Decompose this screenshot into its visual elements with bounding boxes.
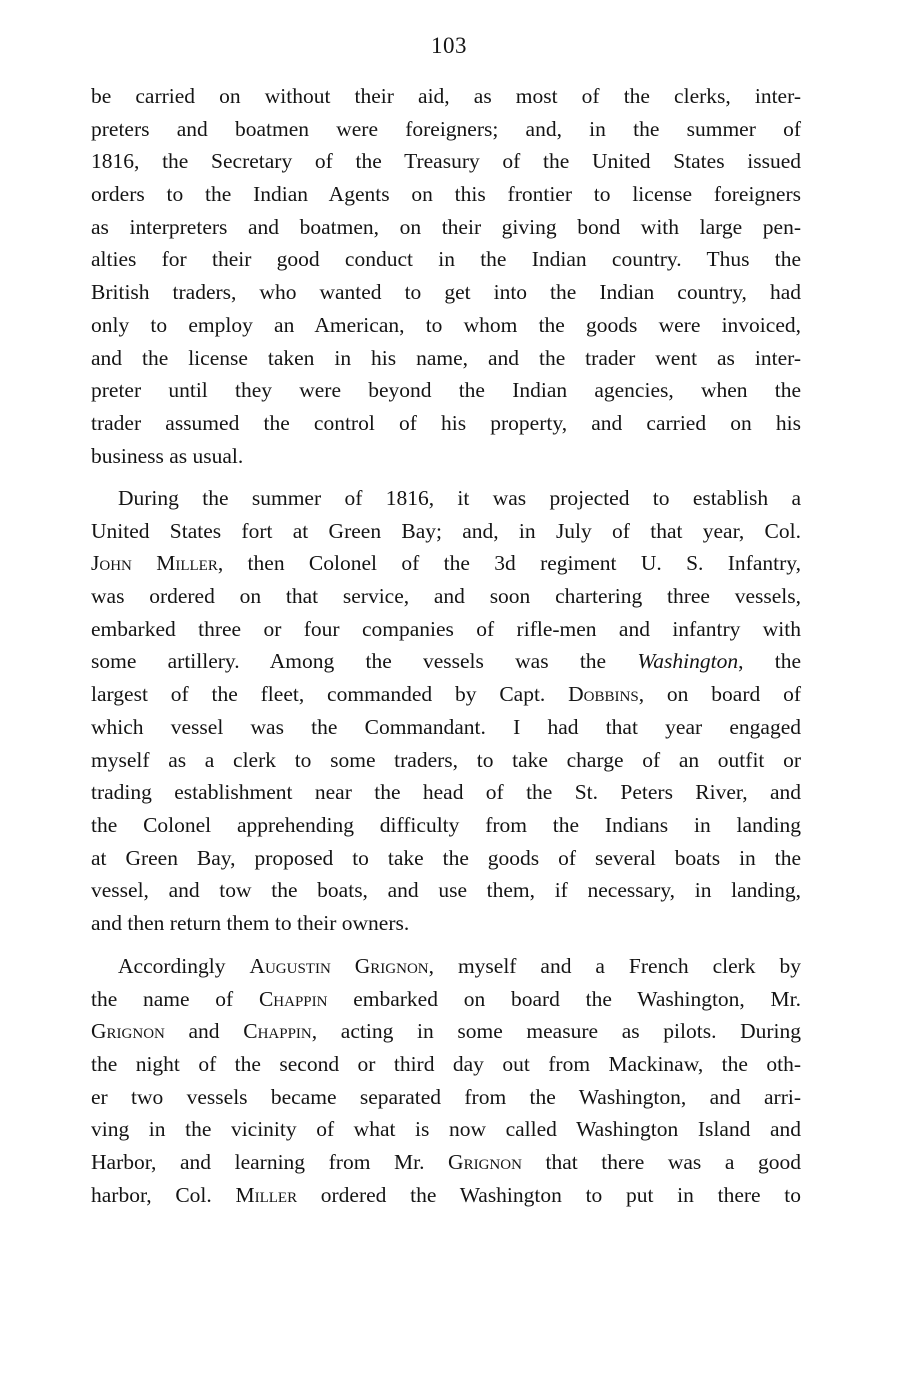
person-name: Augustin Grignon (249, 954, 429, 978)
text-line (91, 1179, 801, 1212)
person-name: Grignon (448, 1150, 522, 1175)
person-name: Grignon (91, 1019, 165, 1044)
text-line (91, 1015, 801, 1048)
text-run: largest of the fleet, commanded by Capt. (91, 682, 569, 707)
person-name: Dobbins (568, 682, 639, 707)
text-run: and (164, 1019, 244, 1044)
page-number: 103 (431, 33, 467, 58)
text-line: ving in the vicinity of what is now called Washington Island and (91, 1117, 801, 1142)
text-line (91, 678, 801, 711)
text-line (91, 547, 801, 580)
text-line: myself as a clerk to some traders, to take charge of an outfit or (91, 747, 801, 772)
text-line: be carried on without their aid, as most of the clerks, inter- (91, 84, 801, 108)
text-run: , acting in some measure as pilots. During (311, 1019, 802, 1044)
text-line: and then return them to their owners. (91, 910, 410, 935)
ship-name: Washington (637, 649, 739, 674)
text-line: 1816, the Secretary of the Treasury of the United States issued (91, 149, 801, 174)
text-line: and the license taken in his name, and the trader went as inter- (91, 345, 801, 370)
text-run: the name of (91, 986, 259, 1011)
text-run: embarked on board the Washington, Mr. (327, 986, 801, 1011)
text-line (91, 950, 801, 983)
text-run: that there was a good (521, 1150, 801, 1175)
text-line: the Colonel apprehending difficulty from the Indians in landing (91, 812, 801, 837)
text-line: was ordered on that service, and soon chartering three vessels, (91, 584, 801, 609)
text-run: ordered the Washington to put in there to (297, 1182, 801, 1207)
text-line: British traders, who wanted to get into the Indian country, had (91, 280, 801, 305)
text-line: at Green Bay, proposed to take the goods of several boats in the (91, 845, 801, 870)
text-run: Accordingly (118, 954, 250, 978)
person-name: Miller (235, 1182, 298, 1207)
text-line: orders to the Indian Agents on this frontier to license foreigners (91, 182, 801, 207)
text-run: , myself and a French clerk by (428, 954, 801, 978)
text-line: as interpreters and boatmen, on their giving bond with large pen- (91, 214, 801, 239)
text-line: During the summer of 1816, it was projected to establish a (118, 486, 801, 510)
text-line: trader assumed the control of his property, and carried on his (91, 410, 801, 435)
text-run: , on board of (638, 682, 801, 707)
person-name: Chappin (243, 1019, 312, 1044)
text-run: Harbor, and learning from Mr. (91, 1150, 449, 1175)
text-line: the night of the second or third day out from Mackinaw, the oth- (91, 1052, 801, 1077)
person-name: Chappin (258, 986, 328, 1011)
text-line: only to employ an American, to whom the goods were invoiced, (91, 312, 801, 337)
text-line: embarked three or four companies of rifle-men and infantry with (91, 616, 801, 641)
text-line: United States fort at Green Bay; and, in July of that year, Col. (91, 518, 801, 543)
text-line: which vessel was the Commandant. I had that year engaged (91, 714, 801, 739)
paragraph-2 (91, 482, 801, 940)
text-line (91, 1146, 801, 1179)
text-line: business as usual. (91, 443, 244, 468)
text-line: vessel, and tow the boats, and use them, if necessary, in landing, (91, 878, 801, 903)
person-name: John Miller (91, 551, 218, 576)
text-run: harbor, Col. (91, 1182, 236, 1207)
text-line (91, 645, 801, 678)
text-run: , then Colonel of the 3d regiment U. S. Infantry, (217, 551, 801, 576)
text-line: preter until they were beyond the Indian agencies, when the (91, 378, 801, 403)
text-run: some artillery. Among the vessels was the (91, 649, 638, 674)
text-line (91, 983, 801, 1016)
text-line: trading establishment near the head of the St. Peters River, and (91, 780, 801, 805)
text-line: er two vessels became separated from the Washington, and arri- (91, 1084, 801, 1109)
text-line: alties for their good conduct in the Indian country. Thus the (91, 247, 801, 272)
text-run: , the (738, 649, 801, 674)
paragraph-3 (91, 950, 801, 1212)
text-line: preters and boatmen were foreigners; and, in the summer of (91, 116, 801, 141)
paragraph-1 (91, 80, 801, 472)
